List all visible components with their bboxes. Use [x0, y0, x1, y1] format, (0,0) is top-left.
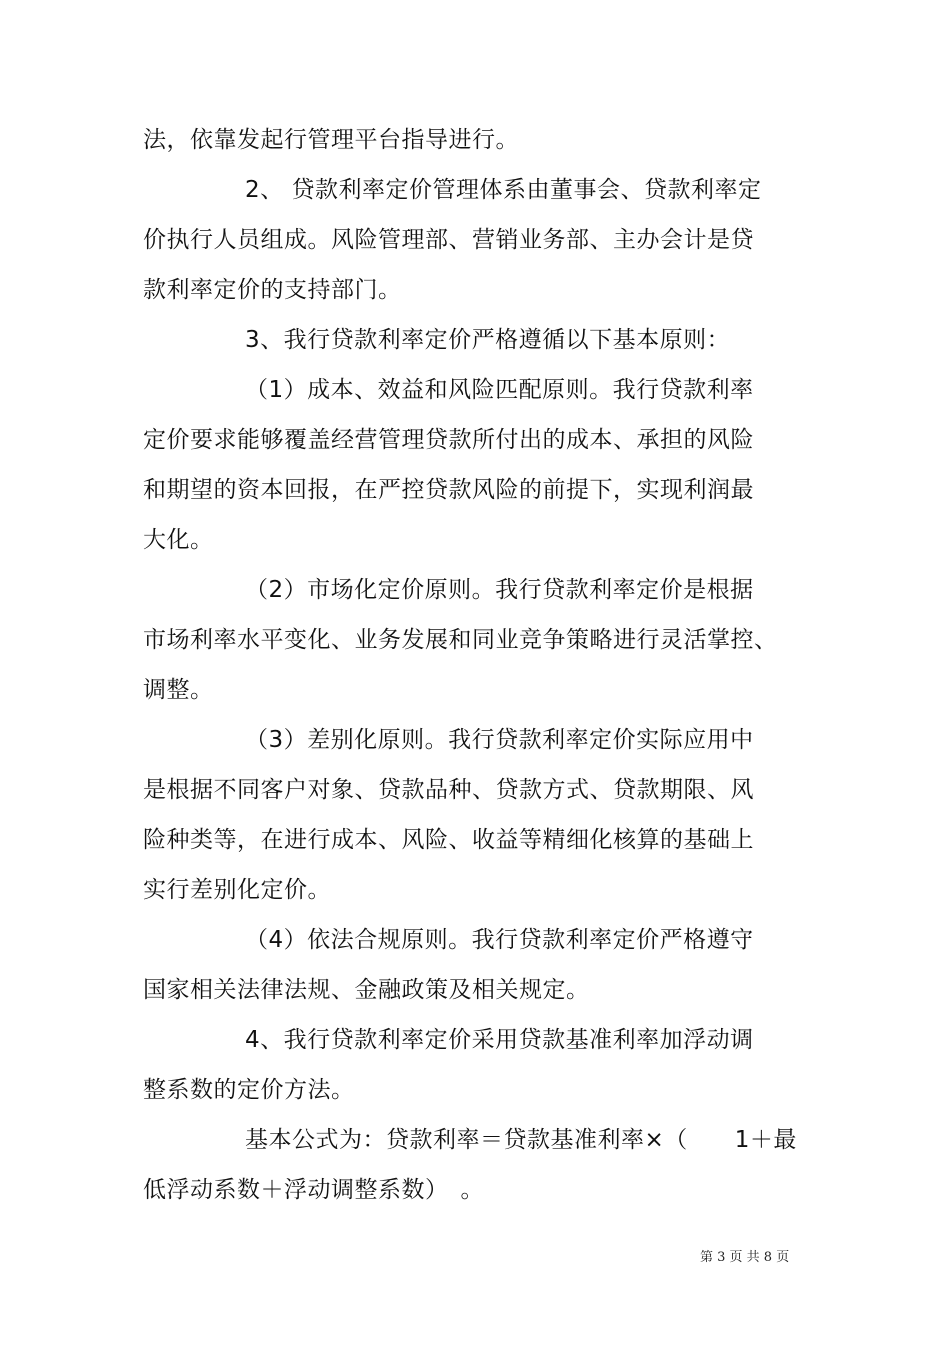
text-line: 和期望的资本回报，在严控贷款风险的前提下，实现利润最: [143, 477, 754, 503]
text-line: 3、我行贷款利率定价严格遵循以下基本原则：: [245, 327, 731, 353]
text-line: 款利率定价的支持部门。: [143, 277, 402, 303]
page-number: 第 3 页 共 8 页: [700, 1250, 790, 1265]
text-line: 4、我行贷款利率定价采用贷款基准利率加浮动调: [245, 1027, 754, 1053]
text-line: 2、 贷款利率定价管理体系由董事会、贷款利率定: [245, 177, 762, 203]
text-line: 整系数的定价方法。: [143, 1077, 355, 1103]
text-line: 法，依靠发起行管理平台指导进行。: [143, 127, 519, 153]
text-line: 大化。: [143, 527, 214, 553]
text-line: （4）依法合规原则。我行贷款利率定价严格遵守: [245, 927, 754, 953]
text-line: 低浮动系数＋浮动调整系数） 。: [143, 1177, 484, 1203]
text-line: 是根据不同客户对象、贷款品种、贷款方式、贷款期限、风: [143, 777, 754, 803]
text-line: 市场利率水平变化、业务发展和同业竞争策略进行灵活掌控、: [143, 627, 778, 653]
text-line: 价执行人员组成。风险管理部、营销业务部、主办会计是贷: [143, 227, 754, 253]
text-line: 定价要求能够覆盖经营管理贷款所付出的成本、承担的风险: [143, 427, 754, 453]
text-line: 国家相关法律法规、金融政策及相关规定。: [143, 977, 590, 1003]
text-line: 调整。: [143, 677, 214, 703]
text-line: （3）差别化原则。我行贷款利率定价实际应用中: [245, 727, 754, 753]
text-line: 实行差别化定价。: [143, 877, 331, 903]
text-line: （2）市场化定价原则。我行贷款利率定价是根据: [245, 577, 754, 603]
text-line: （1）成本、效益和风险匹配原则。我行贷款利率: [245, 377, 754, 403]
text-line: 基本公式为：贷款利率＝贷款基准利率×（ 1＋最: [245, 1127, 797, 1153]
text-line: 险种类等，在进行成本、风险、收益等精细化核算的基础上: [143, 827, 754, 853]
